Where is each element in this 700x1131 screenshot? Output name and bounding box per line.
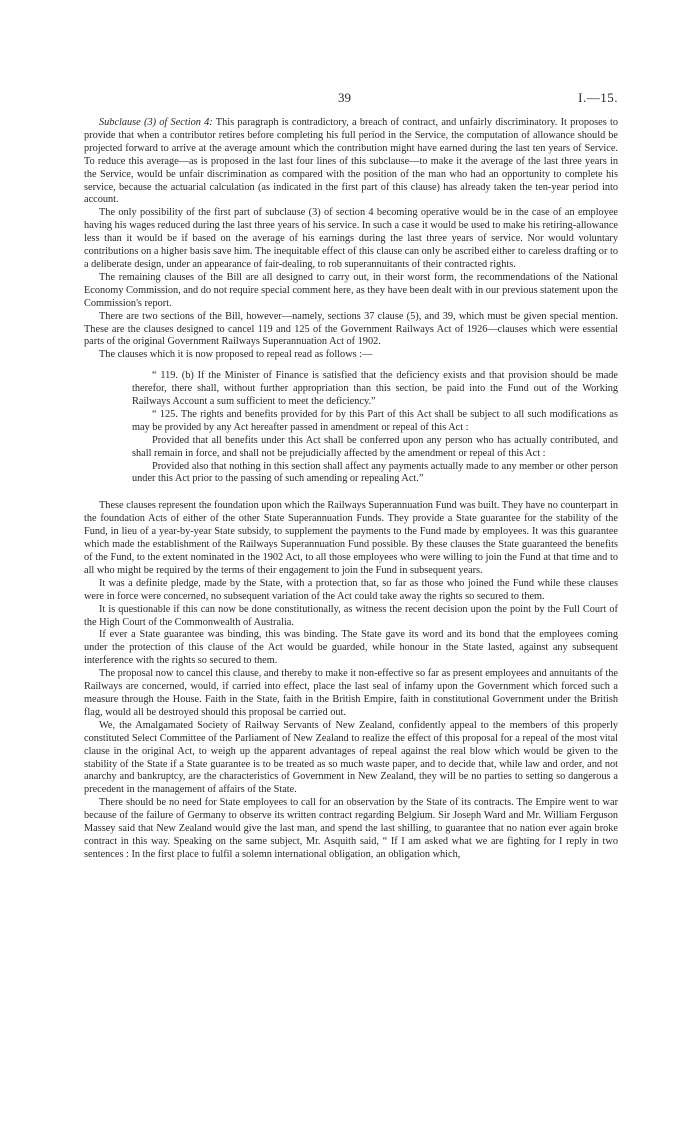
- page-number: 39: [338, 90, 351, 105]
- quote-paragraph: Provided also that nothing in this section shall affect any payments actually made to any member or other person under this Act prior to the passing of such amending or repealing Act.”: [132, 460, 618, 485]
- paragraph: [84, 117, 618, 207]
- quote-paragraph: Provided that all benefits under this Act shall be conferred upon any person who has actually contributed, and shall remain in force, and shall not be prejudicially affected by the amendment or repeal of this Act :: [132, 434, 618, 459]
- paragraph: There should be no need for State employees to call for an observation by the State of its contracts. The Empire went to war because of the failure of Germany to observe its written contract regarding Belgium. Sir Joseph Ward and Mr. William Ferguson Massey said that New Zealand would give the last man, and spend the last shilling, to guarantee that no nation ever again broke contract in this way. Speaking on the same subject, Mr. Asquith said, “ If I am asked what we are fighting for I reply in two sentences : In the first place to fulfil a solemn international obligation, an obligation which,: [84, 797, 618, 860]
- page-header: [84, 90, 618, 106]
- paragraph: The remaining clauses of the Bill are all designed to carry out, in their worst form, the recommendations of the National Economy Commission, and do not require special comment here, as they have been dealt with in our previous statement upon the Commission's report.: [84, 271, 618, 309]
- paragraph: The proposal now to cancel this clause, and thereby to make it non-effective so far as present employees and annuitants of the Railways are concerned, would, if carried into effect, place the last seal of infamy upon the Government which forced such a measure through the House. Faith in the State, faith in the British Empire, faith in constitutional Government under the British flag, would all be destroyed should this proposal be carried out.: [84, 668, 618, 718]
- quote-paragraph: “ 125. The rights and benefits provided for by this Part of this Act shall be subject to all such modifications as may be provided by any Act hereafter passed in amendment or repeal of this Act :: [132, 408, 618, 433]
- paragraph: It is questionable if this can now be done constitutionally, as witness the recent decision upon the point by the Full Court of the High Court of the Commonwealth of Australia.: [84, 603, 618, 628]
- document-reference: I.—15.: [578, 90, 618, 105]
- subclause-heading: Subclause (3) of Section 4:: [99, 117, 213, 128]
- quote-paragraph: “ 119. (b) If the Minister of Finance is satisfied that the deficiency exists and that provision should be made therefor, there shall, without further appropriation than this section, be paid into the Fund out of the Working Railways Account a sum sufficient to meet the deficiency.”: [132, 370, 618, 408]
- paragraph: There are two sections of the Bill, however—namely, sections 37 clause (5), and 39, which must be given special mention. These are the clauses designed to cancel 119 and 125 of the Government Railways Act of 1926—clauses which were essential parts of the original Government Railways Superannuation Act of 1902.: [84, 310, 618, 348]
- document-body: [84, 117, 618, 862]
- quoted-clauses: [132, 370, 618, 486]
- paragraph: It was a definite pledge, made by the State, with a protection that, so far as those who joined the Fund while these clauses were in force were concerned, no subsequent variation of the Act could take away the rights so secured to them.: [84, 577, 618, 602]
- paragraph: The only possibility of the first part of subclause (3) of section 4 becoming operative would be in the case of an employee having his wages reduced during the last three years of his service. In such a case it would be used to make his retiring-allowance less than it would be if based on the average of his earnings during the last three years of service. Nor would voluntary contributions on a higher basis save him. The inequitable effect of this clause can only be ascribed either to careless drafting or to a deliberate design, under an appearance of fair-dealing, to rob superannuitants of their contracted rights.: [84, 207, 618, 270]
- paragraph: The clauses which it is now proposed to repeal read as follows :—: [99, 349, 373, 361]
- paragraph: We, the Amalgamated Society of Railway Servants of New Zealand, confidently appeal to the members of this properly constituted Select Committee of the Parliament of New Zealand to realize the effect of this proposal for a repeal of the most vital clause in the original Act, to weigh up the apparent advantages of repeal against the real blow which would be given to the stability of the State if a State guarantee is to be treated as so much waste paper, and to decide that, while law and order, and not anarchy and bankruptcy, are the characteristics of Government in New Zealand, they will be no parties to setting so dangerous a precedent in the management of affairs of the State.: [84, 719, 618, 796]
- paragraph: These clauses represent the foundation upon which the Railways Superannuation Fund was built. They have no counterpart in the foundation Acts of either of the other State Superannuation Funds. They provide a State guarantee for the stability of the Fund, in lieu of a year-by-year State subsidy, to supplement the payments to the Fund made by employees. It was this guarantee which made the establishment of the Railways Superannuation Fund possible. By these clauses the State guaranteed the benefits of the Fund, to the extent nominated in the 1902 Act, to all those employees who were willing to join the Fund at that time and to all who might be required by the terms of their engagement to join the Fund in subsequent years.: [84, 500, 618, 576]
- subclause-text: This paragraph is contradictory, a breach of contract, and unfairly discriminatory. It proposes to provide that when a contributor retires before completing his full period in the Service, the computation of allowance should be projected forward to arrive at the average amount which the contribution might have earned during the last ten years of Service. To reduce this average—as is proposed in the last four lines of this subclause—to make it the average of the last three years in the Service, would be unfair discrimination as compared with the position of the man who had an opportunity to complete his service, because the actuarial calculation (as indicated in the first part of this clause) has already taken the ten-year period into account.: [84, 117, 618, 206]
- paragraph: If ever a State guarantee was binding, this was binding. The State gave its word and its bond that the employees coming under the protection of this clause of the Act would be guarded, while honour in the State lasted, against any subsequent interference with the rights so secured to them.: [84, 629, 618, 667]
